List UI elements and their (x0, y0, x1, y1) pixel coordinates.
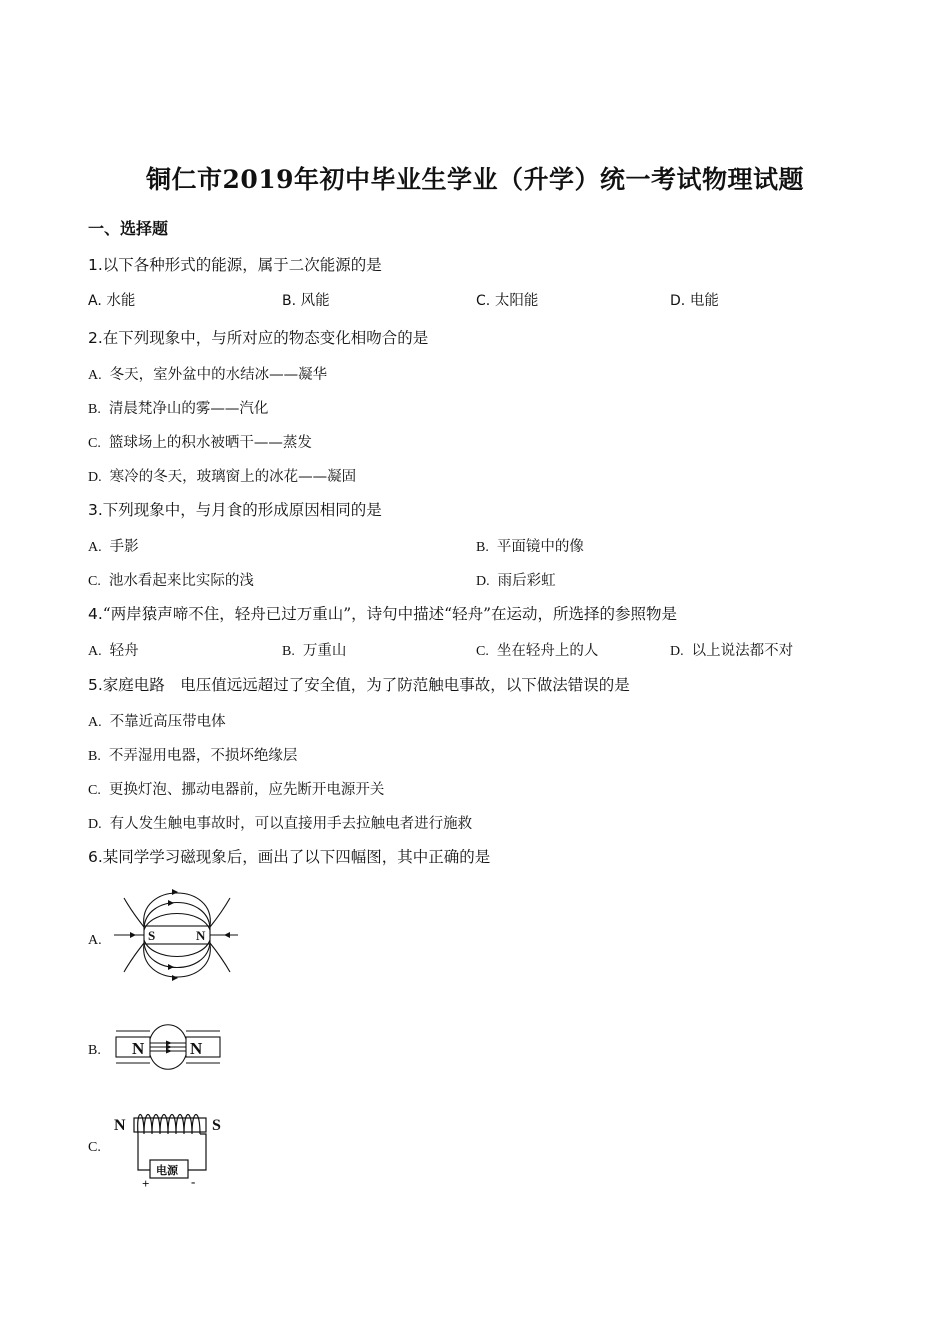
q1-option-b: B. 风能 (282, 293, 330, 309)
figure-a-bar-magnet (110, 880, 240, 995)
question-text: 在下列现象中，与所对应的物态变化相吻合的是 (102, 329, 429, 347)
pole-label: S (148, 928, 156, 943)
q4-option-a: A. 轻舟 (88, 643, 139, 659)
power-source-label: 电源 (156, 1165, 178, 1177)
question-number: 3. (88, 501, 103, 519)
question-number: 5. (88, 676, 103, 694)
pole-label: N (132, 1039, 145, 1058)
field-line (210, 898, 230, 927)
pole-label: N (114, 1117, 126, 1134)
arrow-icon (166, 1045, 172, 1050)
q2-option-d: D. 寒冷的冬天，玻璃窗上的冰花——凝固 (88, 469, 357, 485)
plus-terminal: + (142, 1176, 150, 1191)
question-5 (88, 673, 630, 695)
question-1 (88, 253, 382, 275)
figure-c-solenoid (112, 1104, 230, 1190)
q5-option-b: B. 不弄湿用电器，不损坏绝缘层 (88, 748, 298, 764)
field-line (210, 943, 230, 972)
arrow-icon (130, 932, 136, 938)
question-6 (88, 845, 490, 867)
q5-option-d: D. 有人发生触电事故时，可以直接用手去拉触电者进行施救 (88, 816, 473, 832)
question-text: 某同学学习磁现象后，画出了以下四幅图，其中正确的是 (102, 848, 491, 866)
page-title: 铜仁市2019年初中毕业生学业（升学）统一考试物理试题 (145, 165, 805, 194)
question-text: 下列现象中，与月食的形成原因相同的是 (102, 501, 382, 519)
q2-option-a: A. 冬天，室外盆中的水结冰——凝华 (88, 367, 328, 383)
q3-option-d: D. 雨后彩虹 (476, 573, 556, 589)
question-number: 4. (88, 605, 103, 623)
minus-terminal: - (191, 1174, 196, 1189)
q6-option-a-label: A. (88, 933, 102, 948)
question-3 (88, 498, 382, 520)
pole-label: N (190, 1039, 203, 1058)
field-line (144, 903, 210, 929)
arrow-icon (166, 1049, 172, 1054)
field-line (144, 942, 210, 968)
field-line (150, 1055, 186, 1069)
q3-option-b: B. 平面镜中的像 (476, 539, 584, 555)
field-line (124, 898, 144, 927)
arrow-icon (168, 964, 174, 970)
question-number: 6. (88, 848, 103, 866)
q2-option-c: C. 篮球场上的积水被晒干——蒸发 (88, 435, 312, 451)
arrow-icon (224, 932, 230, 938)
question-number: 1. (88, 256, 103, 274)
field-line (124, 943, 144, 972)
q6-option-b-label: B. (88, 1043, 101, 1058)
q1-option-d: D. 电能 (670, 293, 719, 309)
arrow-icon (168, 900, 174, 906)
q3-option-c: C. 池水看起来比实际的浅 (88, 573, 254, 589)
q1-option-c: C. 太阳能 (476, 293, 539, 309)
q1-option-a: A. 水能 (88, 293, 136, 309)
question-text: 家庭电路 电压值远远超过了安全值，为了防范触电事故，以下做法错误的是 (102, 676, 630, 694)
q2-option-b: B. 清晨梵净山的雾——汽化 (88, 401, 269, 417)
q4-option-d: D. 以上说法都不对 (670, 643, 794, 659)
section-heading: 一、选择题 (88, 219, 169, 238)
question-4 (88, 602, 677, 624)
arrow-icon (172, 889, 178, 895)
q5-option-c: C. 更换灯泡、挪动电器前，应先断开电源开关 (88, 782, 385, 798)
arrow-icon (172, 975, 178, 981)
arrow-icon (166, 1041, 172, 1046)
question-text: “两岸猿声啼不住，轻舟已过万重山”，诗句中描述“轻舟”在运动，所选择的参照物是 (102, 605, 677, 623)
q4-option-b: B. 万重山 (282, 643, 347, 659)
question-2 (88, 326, 428, 348)
pole-label: N (196, 928, 206, 943)
field-line (150, 1025, 186, 1039)
q4-option-c: C. 坐在轻舟上的人 (476, 643, 599, 659)
pole-label: S (212, 1117, 221, 1134)
q3-option-a: A. 手影 (88, 539, 139, 555)
question-number: 2. (88, 329, 103, 347)
circuit-wire (188, 1134, 206, 1170)
q6-option-c-label: C. (88, 1140, 101, 1155)
q5-option-a: A. 不靠近高压带电体 (88, 714, 226, 730)
figure-b-two-magnets (116, 1018, 220, 1076)
question-text: 以下各种形式的能源，属于二次能源的是 (102, 256, 382, 274)
circuit-wire (138, 1134, 150, 1170)
